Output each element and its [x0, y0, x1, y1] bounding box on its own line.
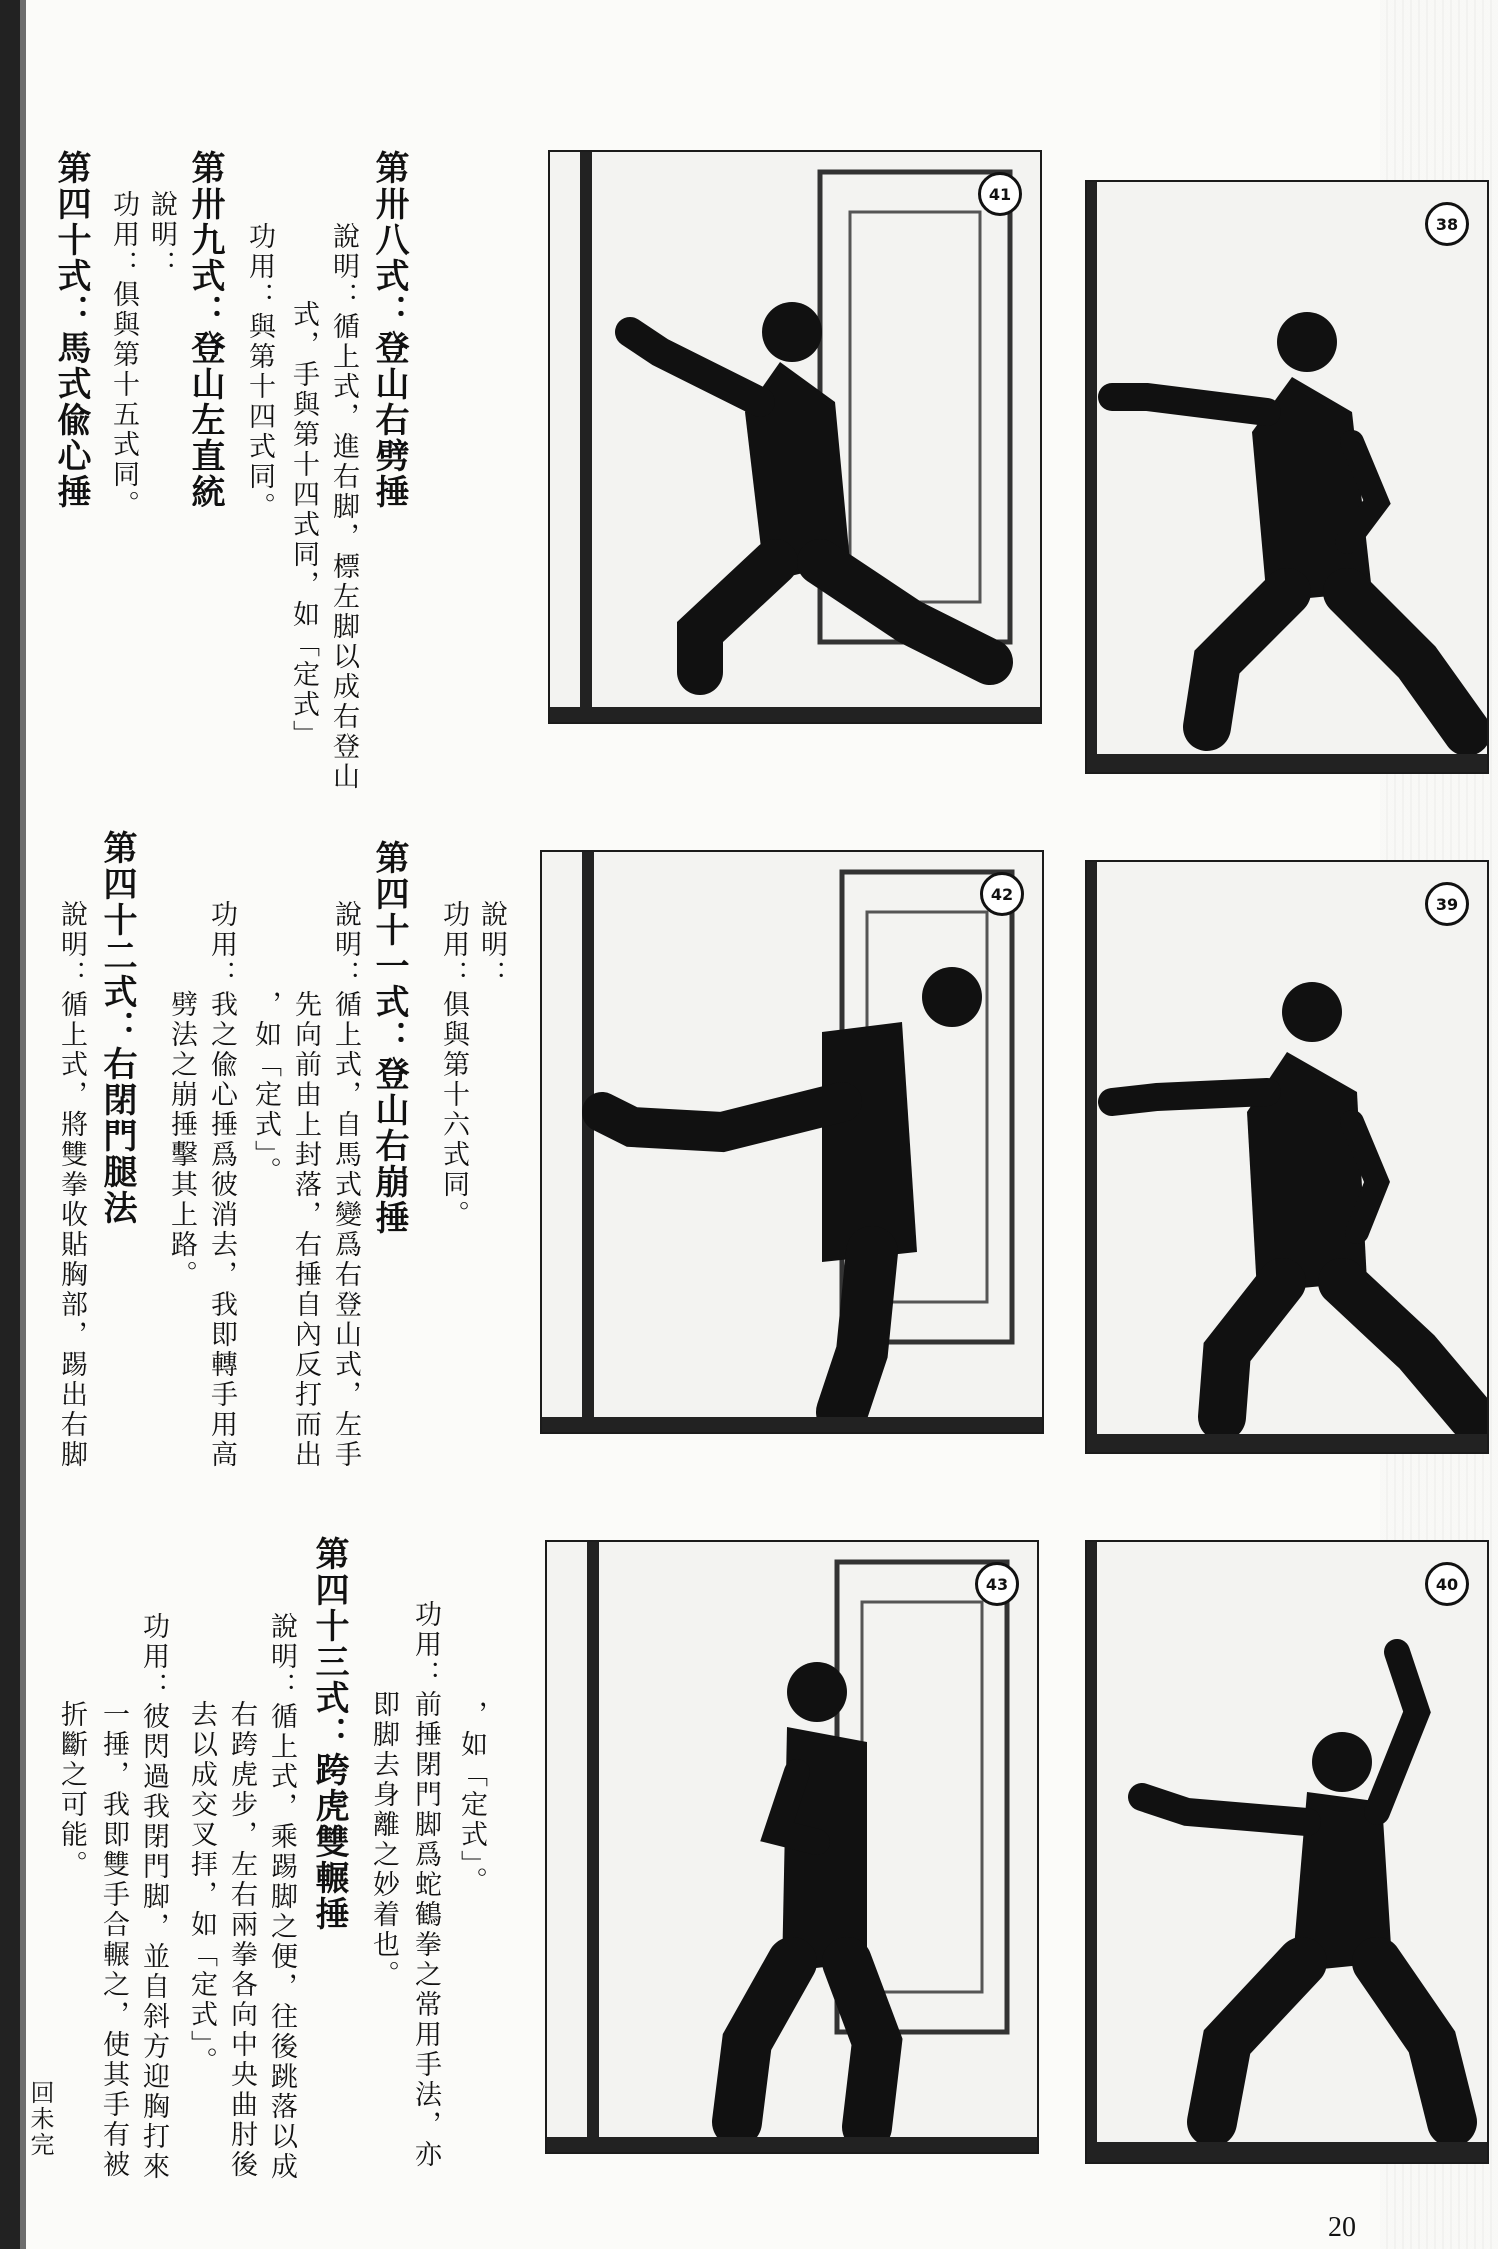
photo-figure-38	[1085, 180, 1489, 774]
section-38-description-2: 式，手與第十四式同，如「定式」	[288, 300, 319, 750]
photo-number-badge: 38	[1425, 202, 1469, 246]
section-42-function-2: 即脚去身離之妙着也。	[368, 1690, 399, 1990]
section-42-description-2: ，如「定式」。	[456, 1700, 487, 1897]
book-spine-edge	[20, 0, 26, 2249]
section-38-title: 第卅八式：登山右劈捶	[369, 150, 409, 510]
martial-artist-illustration	[1087, 862, 1487, 1452]
section-42-description-1: 說明：循上式，將雙拳收貼胸部，踢出右脚	[56, 900, 87, 1470]
section-43-description-3: 去以成交叉拝，如「定式」。	[186, 1700, 217, 2077]
photo-figure-42	[540, 850, 1044, 1434]
photo-number-badge: 41	[978, 172, 1022, 216]
book-spine-shadow	[0, 0, 20, 2249]
martial-artist-illustration	[547, 1542, 1037, 2152]
section-39-function: 功用：俱與第十五式同。	[108, 190, 139, 520]
section-41-function-2: 劈法之崩捶擊其上路。	[166, 990, 197, 1290]
section-41-description-3: ，如「定式」。	[250, 990, 281, 1187]
section-43-function-2: 一捶，我即雙手合輾之，使其手有被	[98, 1700, 129, 2180]
section-40-function: 功用：俱與第十六式同。	[438, 900, 469, 1230]
photo-number-badge: 39	[1425, 882, 1469, 926]
section-42-title: 第四十二式：右閉門腿法	[97, 830, 137, 1226]
photo-number-badge: 42	[980, 872, 1024, 916]
section-41-function-1: 功用：我之偸心捶爲彼消去，我即轉手用高	[206, 900, 237, 1470]
section-38-function: 功用：與第十四式同。	[244, 222, 275, 522]
photo-figure-41	[548, 150, 1042, 724]
to-be-continued-note: 回未完	[26, 2080, 54, 2158]
section-43-function-1: 功用：彼閃過我閉門脚，並自斜方迎胸打來	[138, 1612, 169, 2182]
section-41-description-1: 說明：循上式，自馬式變爲右登山式，左手	[330, 900, 361, 1470]
photo-number-badge: 43	[975, 1562, 1019, 1606]
photo-figure-39	[1085, 860, 1489, 1454]
section-43-function-3: 折斷之可能。	[56, 1700, 87, 1880]
section-38-description-1: 說明：循上式，進右脚，標左脚以成右登山	[328, 222, 359, 792]
martial-artist-illustration	[1087, 182, 1487, 772]
photo-figure-43	[545, 1540, 1039, 2154]
section-39-title: 第卅九式：登山左直統	[185, 150, 225, 510]
section-40-title: 第四十式：馬式偸心捶	[51, 150, 91, 510]
section-41-description-2: 先向前由上封落，右捶自內反打而出	[290, 990, 321, 1470]
martial-artist-illustration	[542, 852, 1042, 1432]
section-43-title: 第四十三式：跨虎雙輾捶	[309, 1536, 349, 1932]
photo-number-badge: 40	[1425, 1562, 1469, 1606]
photo-figure-40	[1085, 1540, 1489, 2164]
section-43-description-2: 右跨虎步，左右兩拳各向中央曲肘後	[226, 1700, 257, 2180]
martial-artist-illustration	[550, 152, 1040, 722]
martial-artist-illustration	[1087, 1542, 1487, 2162]
section-41-title: 第四十一式：登山右崩捶	[369, 840, 409, 1236]
section-43-description-1: 說明：循上式，乘踢脚之便，往後跳落以成	[266, 1612, 297, 2182]
page-number: 20	[1328, 2212, 1356, 2243]
section-39-description: 說明：	[146, 190, 177, 280]
section-40-description: 說明：	[476, 900, 507, 990]
section-42-function-1: 功用：前捶閉門脚爲蛇鶴拳之常用手法，亦	[410, 1600, 441, 2170]
